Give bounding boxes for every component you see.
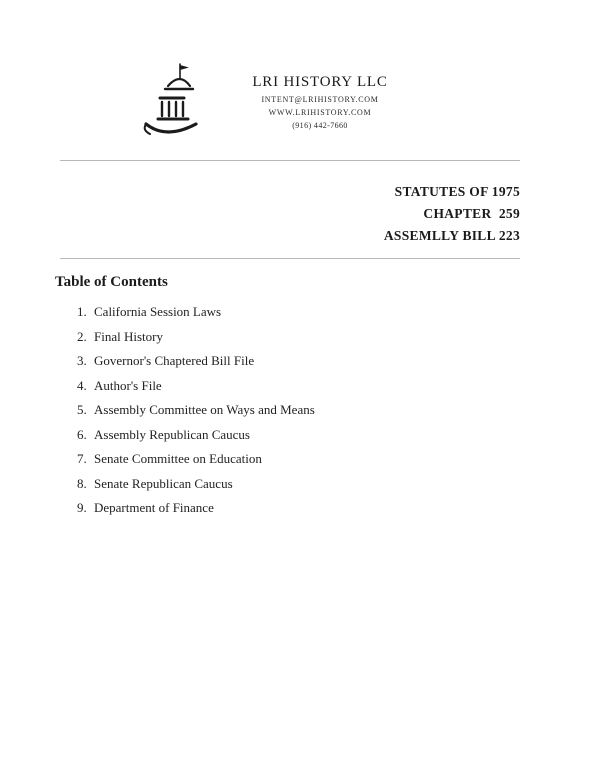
letterhead-text	[230, 60, 410, 130]
toc-item: 3. Governor's Chaptered Bill File	[90, 354, 315, 367]
statutes-line: STATUTES OF 1975	[394, 184, 520, 199]
toc-title: Table of Contents	[55, 274, 168, 290]
letterhead	[140, 60, 410, 144]
divider-bottom	[60, 258, 520, 259]
divider-top	[60, 160, 520, 161]
toc-item: 4. Author's File	[90, 379, 315, 392]
toc-item: 8. Senate Republican Caucus	[90, 477, 315, 490]
company-phone: (916) 442-7660	[292, 121, 348, 130]
company-website: WWW.LRIHISTORY.COM	[268, 108, 372, 117]
toc-item: 1. California Session Laws	[90, 305, 315, 318]
toc-item: 2. Final History	[90, 330, 315, 343]
toc-item: 5. Assembly Committee on Ways and Means	[90, 403, 315, 416]
toc-item: 6. Assembly Republican Caucus	[90, 428, 315, 441]
toc-item: 7. Senate Committee on Education	[90, 452, 315, 465]
capitol-logo-icon	[140, 60, 204, 144]
assembly-bill-line: ASSEMLLY BILL 223	[383, 228, 520, 243]
statute-reference	[384, 181, 520, 247]
toc-list	[70, 305, 315, 526]
chapter-line: CHAPTER 259	[423, 206, 520, 221]
company-email: INTENT@LRIHISTORY.COM	[261, 95, 379, 104]
company-name: LRI HISTORY LLC	[252, 74, 388, 90]
toc-item: 9. Department of Finance	[90, 501, 315, 514]
